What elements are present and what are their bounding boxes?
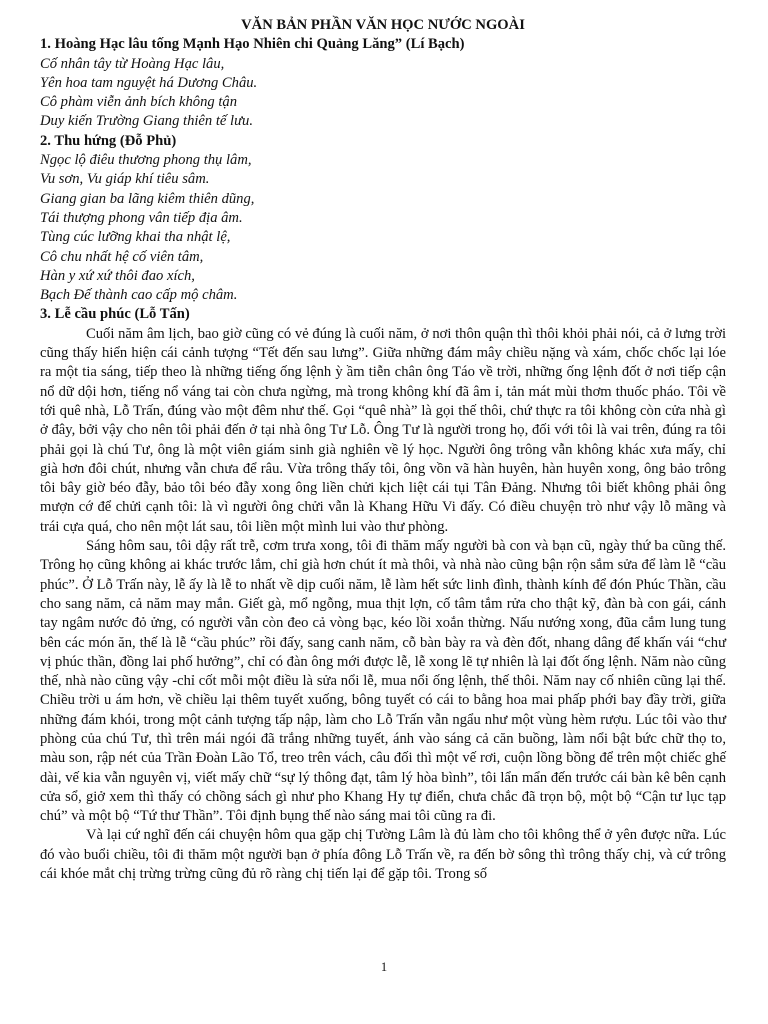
poem-line: Yên hoa tam nguyệt há Dương Châu. [40,74,258,91]
poem-line: Cô phàm viễn ảnh bích không tận [40,94,237,111]
document-title: VĂN BẢN PHẦN VĂN HỌC NƯỚC NGOÀI [241,17,525,33]
prose-paragraph: Và lại cứ nghĩ đến cái chuyện hôm qua gặp chị Tường Lâm là đủ làm cho tôi không thể ở yên được nữa. Lúc đó vào buổi chiều, tôi đi thăm một người bạn ở phía đông Lỗ Trấn về, ra đến bờ sông thì trông thấy chị, và cứ trông cái khóe mắt chị trừng trừng cũng đủ rõ ràng chị tiến lại để gặp tôi. Trong số [40,827,726,883]
section-hoang-hac-lau [40,35,726,131]
section-heading: 3. Lễ cầu phúc (Lỗ Tấn) [40,306,190,323]
page-number: 1 [380,960,388,974]
poem-line: Ngọc lộ điêu thương phong thụ lâm, [40,152,252,169]
poem-line: Tái thượng phong vân tiếp địa âm. [40,209,243,226]
poem-line: Cô chu nhất hệ cố viên tâm, [40,248,204,265]
poem-line: Cố nhân tây từ Hoàng Hạc lâu, [40,55,225,72]
prose-paragraph: Sáng hôm sau, tôi dậy rất trễ, cơm trưa xong, tôi đi thăm mấy người bà con và bạn cũ, ngày thứ ba cũng thế. Trông họ cũng không ai khác trước lắm, chỉ già hơn chút ít mà thôi, và nhà nào cũng bận rộn sắm sửa để làm lễ “cầu phúc”. Ở Lỗ Trấn này, lễ ấy là lễ to nhất về dịp cuối năm, lễ làm hết sức linh đình, thành kính để đón Phúc Thần, cầu cho sang năm, cả năm may mắn. Giết gà, mổ ngỗng, mua thịt lợn, cố tâm tắm rửa cho thật kỹ, đàn bà con gái, cánh tay ngâm nước đỏ ửng, có người vẫn còn đeo cả vòng bạc, kéo lồi xoắn thừng. Nấu nướng xong, đũa cắm lung tung bên các món ăn, thế là lễ “cầu phúc” rồi đấy, sang canh năm, cỗ bàn bày ra và đèn đốt, nhang dâng để khấn vái “chư vị phúc thần, đồng lai phố hưởng”, chỉ có đàn ông mới được lễ, lễ xong lẽ tự nhiên là lại đốt ống lệnh. Năm nào cũng thế, nhà nào cũng vậy -chỉ cốt mỗi một điều là sửa nổi lễ, mua nổi ống lệnh, thế thôi. Năm nay cố nhiên cũng lại thế. Chiều trời u ám hơn, về chiều lại thêm tuyết xuống, bông tuyết có cái to bằng hoa mai phấp phới bay đầy trời, giữa những đám khói, trong một cảnh tượng tấp nập, làm cho Lỗ Trấn vẫn ngẩu như một vùng hèm rượu. Lúc tôi vào thư phòng của chú Tư, thì trên mái ngói đã trắng những tuyết, ánh vào sáng cả căn buồng, làm nổi bật bức chữ thọ to, màu son, rập nét của Trần Đoàn Lão Tổ, treo trên vách, câu đối thì một vế rơi, cuộn lồng bồng để trên một chiếc ghế dài, vế kia vẫn nguyên vị, viết mấy chữ “sự lý thông đạt, tâm lý hòa bình”, tôi lẩn mẩn đến trước cái bàn kê bên cạnh cửa sổ, giở xem thì thấy có chồng sách gì như pho Khang Hy tự điển, chưa chắc đã trọn bộ, một bộ “Cận tư lục tạp chú” và một bộ “Tứ thư Thần”. Tôi định bụng thế nào sáng mai tôi cũng ra đi. [40,538,726,825]
poem-line: Giang gian ba lãng kiêm thiên dũng, [40,190,255,207]
section-thu-hung [40,132,726,306]
poem-line: Hàn y xứ xứ thôi đao xích, [40,267,195,284]
poem-line: Tùng cúc lưỡng khai tha nhật lệ, [40,229,231,246]
poem-line: Duy kiến Trường Giang thiên tế lưu. [40,113,253,130]
prose-paragraph: Cuối năm âm lịch, bao giờ cũng có vẻ đúng là cuối năm, ở nơi thôn quận thì thôi khỏi phải nói, cả ở lưng trời cũng thấy hiển hiện cái cảnh tượng “Tết đến sau lưng”. Giữa những đám mây chiều nặng và xám, chốc chốc lại lóe ra một tia sáng, tiếp theo là những tiếng ống lệnh ỳ ầm tiễn chân ông Táo về trời, những ống lệnh đốt ở nơi tiếp cận nổ dữ dội hơn, tiếng nổ váng tai còn chưa ngừng, mà trong không khí đã âm ỉ, tản mát mùi thơm thuốc pháo. Tôi về tới quê nhà, Lỗ Trấn, đúng vào một đêm như thế. Gọi “quê nhà” là gọi thế thôi, chứ thực ra tôi không còn cửa nhà gì ở đây, bởi vậy cho nên tôi phải đến ở tại nhà ông Tư Lỗ. Ông Tư là người trong họ, đối với tôi là vai trên, đúng ra tôi phải gọi là chú Tư, ông là một viên giám sinh già nghiên về lý học. Người ông trông vẫn không khác xưa mấy, chỉ già hơn đôi chút, nhưng vẫn chưa để râu. Vừa trông thấy tôi, ông vồn vã hàn huyên, hàn huyên xong, ông bảo trông tôi bây giờ béo đẫy, bảo tôi béo đẫy xong ông liền chửi kịch liệt cái tụi Tân Đảng. Nhưng tôi biết không phải ông mượn cớ để chửi cạnh tôi: là vì người ông chửi vẫn là Khang Hữu Vi đấy. Có điều chuyện trò như vậy lỗ mãng và trái cựa quá, cho nên một lát sau, tôi liền một mình lui vào thư phòng. [40,325,726,535]
document-page [40,16,726,884]
section-heading: 1. Hoàng Hạc lâu tống Mạnh Hạo Nhiên chi Quảng Lăng” (Lí Bạch) [40,36,465,53]
section-heading: 2. Thu hứng (Đỗ Phủ) [40,132,177,149]
section-le-cau-phuc [40,305,726,884]
poem-line: Vu sơn, Vu giáp khí tiêu sâm. [40,171,210,188]
poem-line: Bạch Đế thành cao cấp mộ châm. [40,287,238,304]
